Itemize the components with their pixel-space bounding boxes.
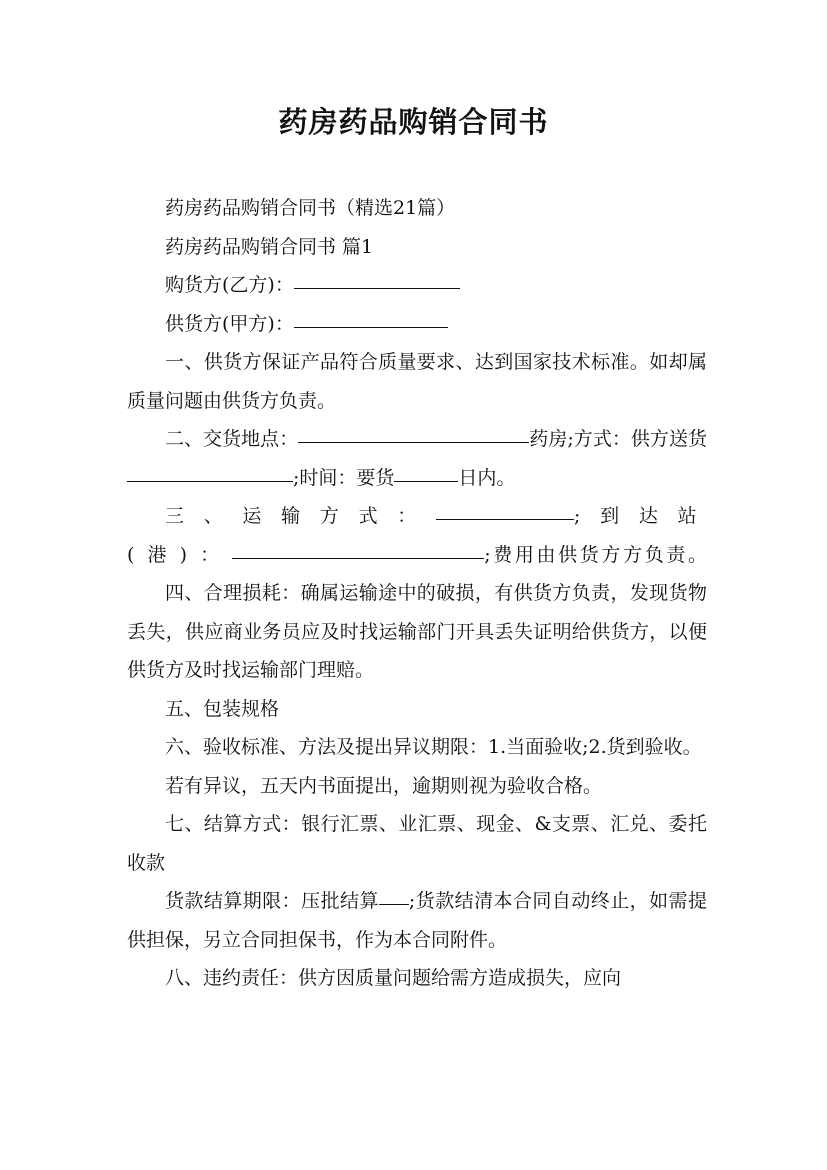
clause-3-part-c: ;费用由供货方方负责。 xyxy=(484,543,707,566)
section-heading: 药房药品购销合同书 篇1 xyxy=(165,235,374,258)
seller-blank xyxy=(294,326,448,328)
clause-8: 八、违约责任：供方因质量问题给需方造成损失，应向 xyxy=(165,967,622,989)
subtitle-line: 药房药品购销合同书（精选21篇） xyxy=(165,197,456,219)
clause-7: 七、结算方式：银行汇票、业汇票、现金、&支票、汇兑、委托收款 xyxy=(127,813,707,874)
document-title: 药房药品购销合同书 xyxy=(278,105,549,139)
seller-label: 供货方(甲方)： xyxy=(165,312,294,335)
clause-4: 四、合理损耗：确属运输途中的破损，有供货方负责，发现货物丢失，供应商业务员应及时找运输部门开具丢失证明给供货方，以便供货方及时找运输部门理赔。 xyxy=(127,582,707,681)
payment-terms xyxy=(127,882,707,959)
payment-terms-part-a: 货款结算期限：压批结算 xyxy=(165,890,379,912)
clause-3 xyxy=(127,497,707,574)
clause-1: 一、供货方保证产品符合质量要求、达到国家技术标准。如却属质量问题由供货方负责。 xyxy=(127,351,707,412)
clause-5: 五、包装规格 xyxy=(165,697,280,720)
clause-2-part-d: 日内。 xyxy=(458,466,516,489)
clause-2-part-a: 二、交货地点： xyxy=(165,428,299,450)
settlement-blank xyxy=(379,903,409,905)
clause-6-note: 若有异议，五天内书面提出，逾期则视为验收合格。 xyxy=(165,774,603,797)
delivery-method-blank xyxy=(127,480,293,482)
seller-line xyxy=(127,305,707,344)
clause-3-part-a: 三、运输方式： xyxy=(165,505,436,527)
payment-terms-part-b: ;货款结清本合同自动终止，如需提供担保，另立合同担保书，作为本合同附件。 xyxy=(127,890,707,951)
delivery-days-blank xyxy=(394,480,458,482)
buyer-line xyxy=(127,266,707,305)
transport-method-blank xyxy=(436,518,574,520)
clause-2-part-b: 药房;方式：供方送货 xyxy=(529,428,707,450)
document-body xyxy=(127,189,707,998)
clause-6: 六、验收标准、方法及提出异议期限：1.当面验收;2.货到验收。 xyxy=(165,736,702,758)
buyer-label: 购货方(乙方)： xyxy=(165,274,294,296)
delivery-place-blank xyxy=(298,441,529,443)
clause-2 xyxy=(127,420,707,497)
arrival-station-blank xyxy=(232,557,484,559)
clause-3-part-b: ;到达站(港)： xyxy=(127,505,707,566)
buyer-blank xyxy=(294,287,460,289)
clause-2-part-c: ;时间：要货 xyxy=(293,466,395,489)
